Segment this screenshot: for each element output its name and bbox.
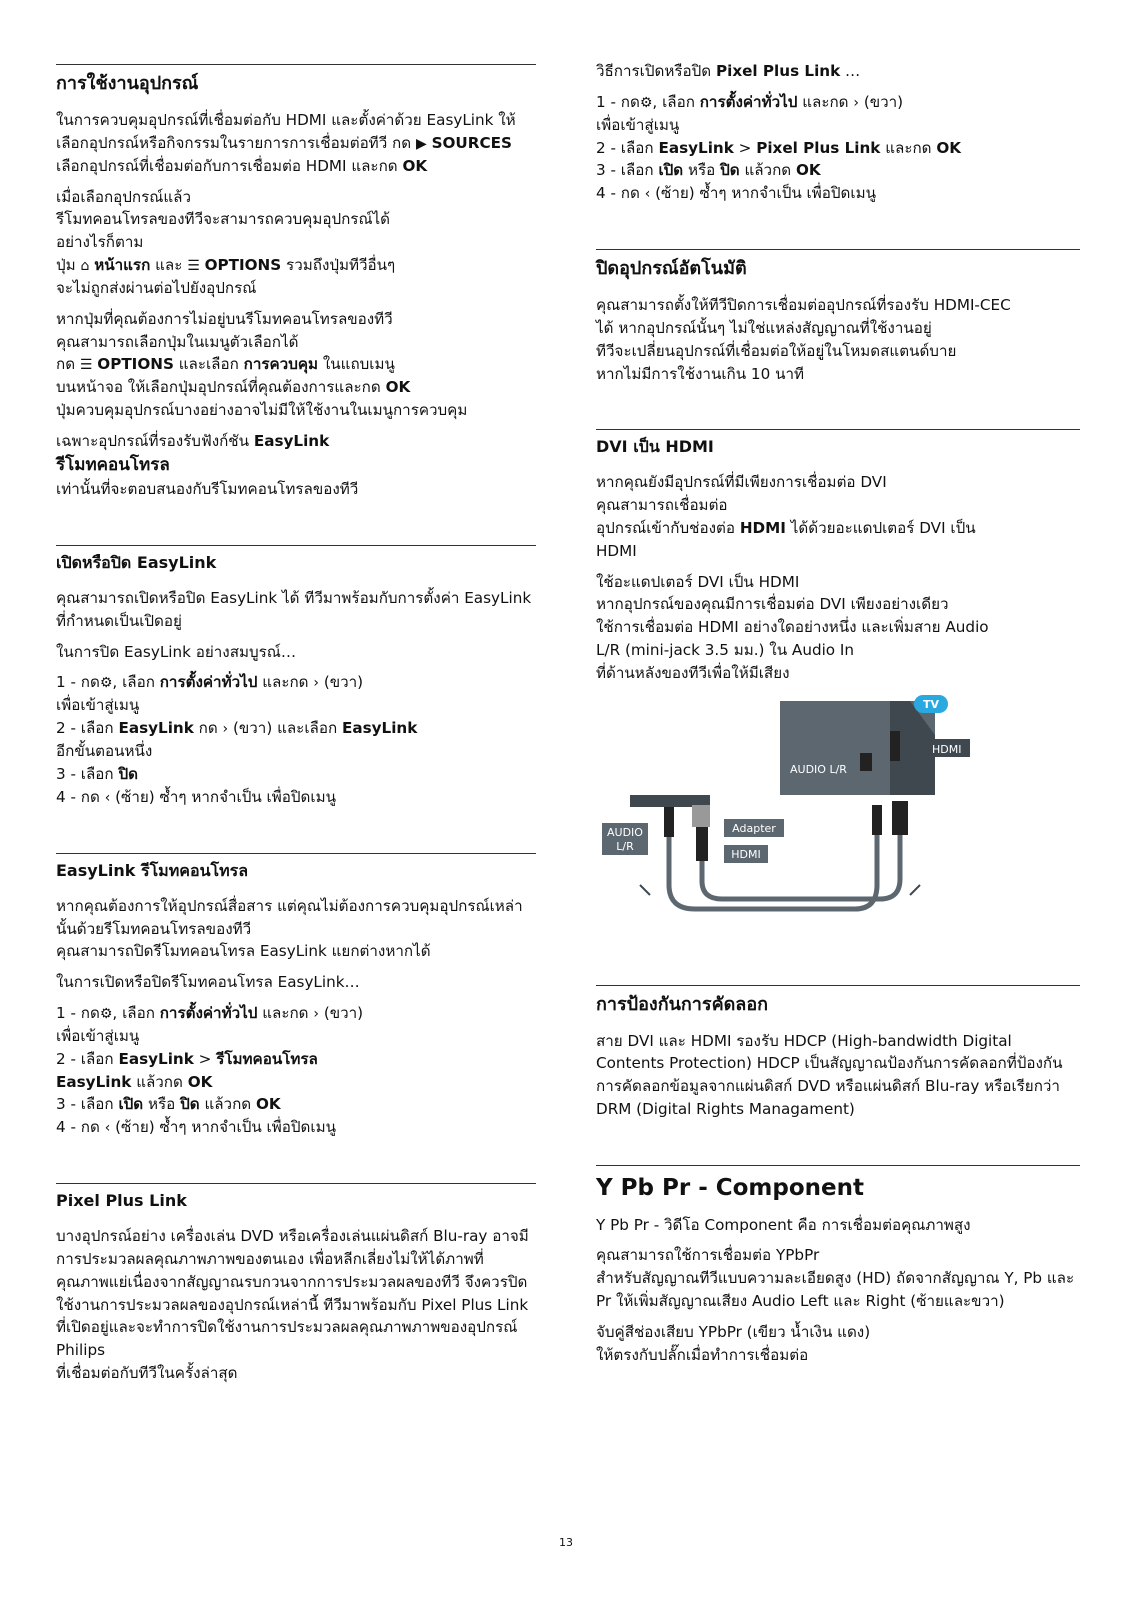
section-title: EasyLink รีโมทคอนโทรล xyxy=(56,860,249,880)
right-column xyxy=(596,60,1080,1374)
options-icon: ☰ xyxy=(187,257,200,274)
hdmi-cable-label: HDMI xyxy=(731,847,761,861)
chevron-right-icon: › xyxy=(222,721,229,738)
section-title: การใช้งานอุปกรณ์ xyxy=(56,73,199,94)
paragraph: เมื่อเลือกอุปกรณ์แล้ว รีโมทคอนโทรลของทีวีจะสามารถควบคุมอุปกรณ์ได้ อย่างไรก็ตาม ปุ่ม ⌂ หน้าแรก และ ☰ OPTIONS รวมถึงปุ่มทีวีอื่นๆ จะไม่ถูกส่งผ่านต่อไปยังอุปกรณ์ xyxy=(56,187,396,297)
paragraph: จับคู่สีช่องเสียบ YPbPr (เขียว น้ำเงิน แดง) ให้ตรงกับปลั๊กเมื่อทำการเชื่อมต่อ xyxy=(596,1322,871,1364)
section-title: Pixel Plus Link xyxy=(56,1191,187,1211)
left-column xyxy=(56,64,536,1393)
paragraph: หากปุ่มที่คุณต้องการไม่อยู่บนรีโมทคอนโทรลของทีวี คุณสามารถเลือกปุ่มในเมนูตัวเลือกได้ กด ☰ OPTIONS และเลือก การควบคุม ในแถบเมนู บนหน้าจอ ให้เลือกปุ่มอุปกรณ์ที่คุณต้องการและกด OK ปุ่มควบคุมอุปกรณ์บางอย่างอาจไม่มีให้ใช้งานในเมนูการควบคุม xyxy=(56,309,468,420)
paragraph: หากคุณต้องการให้อุปกรณ์สื่อสาร แต่คุณไม่ต้องการควบคุมอุปกรณ์เหล่านั้นด้วยรีโมทคอนโทรลของทีวี คุณสามารถปิดรีโมทคอนโทรล EasyLink แยกต่างหากได้ xyxy=(56,896,523,961)
gear-icon: ⚙ xyxy=(639,94,653,111)
section-title: DVI เป็น HDMI xyxy=(596,437,714,457)
paragraph: วิธีการเปิดหรือปิด Pixel Plus Link … xyxy=(596,62,861,80)
hdmi-port-label: HDMI xyxy=(932,742,962,756)
paragraph: เฉพาะอุปกรณ์ที่รองรับฟังก์ชัน EasyLink รีโมทคอนโทรล เท่านั้นที่จะตอบสนองกับรีโมทคอนโทรลของทีวี xyxy=(56,431,359,499)
section-pixel-plus-steps xyxy=(596,60,1080,205)
audio-plug xyxy=(664,807,674,837)
tv-label: TV xyxy=(922,697,940,711)
section-easylink-remote xyxy=(56,853,536,1139)
steps: 1 - กด⚙, เลือก การตั้งค่าทั่วไป และกด › (ขวา) เพื่อเข้าสู่เมนู 2 - เลือก EasyLink > Pixel Plus Link และกด OK 3 - เลือก เปิด หรือ ปิด แล้วกด OK 4 - กด ‹ (ซ้าย) ซ้ำๆ หากจำเป็น เพื่อปิดเมนู xyxy=(596,91,1080,205)
gear-icon: ⚙ xyxy=(99,1006,113,1023)
paragraph: คุณสามารถเปิดหรือปิด EasyLink ได้ ทีวีมาพร้อมกับการตั้งค่า EasyLink ที่กำหนดเป็นเปิดอยู่ xyxy=(56,589,532,630)
steps: 1 - กด⚙, เลือก การตั้งค่าทั่วไป และกด › (ขวา) เพื่อเข้าสู่เมนู 2 - เลือก EasyLink กด › (ขวา) และเลือก EasyLink อีกขั้นตอนหนึ่ง 3 - เลือก ปิด 4 - กด ‹ (ซ้าย) ซ้ำๆ หากจำเป็น เพื่อปิดเมนู xyxy=(56,671,536,808)
gear-icon: ⚙ xyxy=(99,675,113,692)
sources-icon: ▶︎ xyxy=(415,135,427,152)
chevron-right-icon: › xyxy=(313,675,319,692)
chapter-title: Y Pb Pr - Component xyxy=(596,1174,865,1201)
steps: 1 - กด⚙, เลือก การตั้งค่าทั่วไป และกด › (ขวา) เพื่อเข้าสู่เมนู 2 - เลือก EasyLink > รีโมทคอนโทรล EasyLink แล้วกด OK 3 - เลือก เปิด หรือ ปิด แล้วกด OK 4 - กด ‹ (ซ้าย) ซ้ำๆ หากจำเป็น เพื่อปิดเมนู xyxy=(56,1002,536,1139)
section-dvi-hdmi xyxy=(596,429,1080,924)
paragraph: ใช้อะแดปเตอร์ DVI เป็น HDMI หากอุปกรณ์ของคุณมีการเชื่อมต่อ DVI เพียงอย่างเดียว ใช้การเชื่อมต่อ HDMI อย่างใดอย่างหนึ่ง และเพิ่มสาย Audio L/R (mini-jack 3.5 มม.) ใน Audio In ที่ด้านหลังของทีวีเพื่อให้มีเสียง xyxy=(596,572,989,682)
section-auto-off xyxy=(596,249,1080,385)
chevron-left-icon: ‹ xyxy=(104,789,111,806)
paragraph: คุณสามารถใช้การเชื่อมต่อ YPbPr สำหรับสัญญาณทีวีแบบความละเอียดสูง (HD) ถัดจากสัญญาณ Y, Pb และ Pr ให้เพิ่มสัญญาณเสียง Audio Left และ Right (ซ้ายและขวา) xyxy=(596,1246,1075,1311)
audio-cable-label-a: AUDIO xyxy=(607,825,643,839)
section-title: การป้องกันการคัดลอก xyxy=(596,993,769,1015)
paragraph: ในการควบคุมอุปกรณ์ที่เชื่อมต่อกับ HDMI และตั้งค่าด้วย EasyLink ให้เลือกอุปกรณ์หรือกิจกรรมในรายการการเชื่อมต่อทีวี กด ▶︎ SOURCES เลือกอุปกรณ์ที่เชื่อมต่อกับการเชื่อมต่อ HDMI และกด OK xyxy=(56,111,516,175)
audio-port-label: AUDIO L/R xyxy=(790,762,847,776)
chevron-right-icon: › xyxy=(853,94,859,111)
chevron-right-icon: › xyxy=(313,1006,319,1023)
section-ypbpr xyxy=(596,1165,1080,1367)
paragraph: หากคุณยังมีอุปกรณ์ที่มีเพียงการเชื่อมต่อ DVI คุณสามารถเชื่อมต่อ อุปกรณ์เข้ากับช่องต่อ HDMI ได้ด้วยอะแดปเตอร์ DVI เป็น HDMI xyxy=(596,473,976,560)
section-easylink-onoff xyxy=(56,545,536,809)
paragraph: สาย DVI และ HDMI รองรับ HDCP (High-bandwidth Digital Contents Protection) HDCP เป็นสัญญาณป้องกันการคัดลอกที่ป้องกันการคัดลอกข้อมูลจากแผ่นดิสก์ DVD หรือแผ่นดิสก์ Blu-ray หรือเรียกว่า DRM (Digital Rights Managament) xyxy=(596,1031,1063,1118)
audio-cable-label-b: L/R xyxy=(616,839,634,853)
home-icon: ⌂ xyxy=(80,257,90,274)
section-using-device xyxy=(56,64,536,501)
adapter-label: Adapter xyxy=(732,821,776,835)
dvi-adapter xyxy=(692,805,710,827)
section-copy-protection xyxy=(596,985,1080,1121)
section-title: เปิดหรือปิด EasyLink xyxy=(56,553,217,573)
paragraph: คุณสามารถตั้งให้ทีวีปิดการเชื่อมต่ออุปกรณ์ที่รองรับ HDMI-CEC ได้ หากอุปกรณ์นั้นๆ ไม่ใช่แหล่งสัญญาณที่ใช้งานอยู่ ทีวีจะเปลี่ยนอุปกรณ์ที่เชื่อมต่อให้อยู่ในโหมดสแตนด์บาย หากไม่มีการใช้งานเกิน 10 นาที xyxy=(596,296,1011,383)
paragraph: ในการปิด EasyLink อย่างสมบูรณ์… xyxy=(56,642,297,661)
paragraph: Y Pb Pr - วิดีโอ Component คือ การเชื่อมต่อคุณภาพสูง xyxy=(596,1215,971,1234)
chevron-left-icon: ‹ xyxy=(644,186,651,203)
paragraph: บางอุปกรณ์อย่าง เครื่องเล่น DVD หรือเครื่องเล่นแผ่นดิสก์ Blu-ray อาจมีการประมวลผลคุณภาพภาพของตนเอง เพื่อหลีกเลี่ยงไม่ให้ได้ภาพที่คุณภาพแย่เนื่องจากสัญญาณรบกวนจากการประมวลผลของทีวี จึงควรปิดใช้งานการประมวลผลของอุปกรณ์เหล่านี้ ทีวีมาพร้อมกับ Pixel Plus Link ที่เปิดอยู่และจะทำการปิดใช้งานการประมวลผลคุณภาพภาพของอุปกรณ์ Philips ที่เชื่อมต่อกับทีวีในครั้งล่าสุด xyxy=(56,1227,529,1382)
chevron-left-icon: ‹ xyxy=(104,1120,111,1137)
options-icon: ☰ xyxy=(79,357,93,374)
section-title: ปิดอุปกรณ์อัตโนมัติ xyxy=(596,258,747,280)
paragraph: ในการเปิดหรือปิดรีโมทคอนโทรล EasyLink… xyxy=(56,973,360,992)
section-pixel-plus-link xyxy=(56,1183,536,1385)
page-number: 13 xyxy=(559,1536,573,1549)
dvi-hdmi-connection-diagram xyxy=(600,695,962,925)
